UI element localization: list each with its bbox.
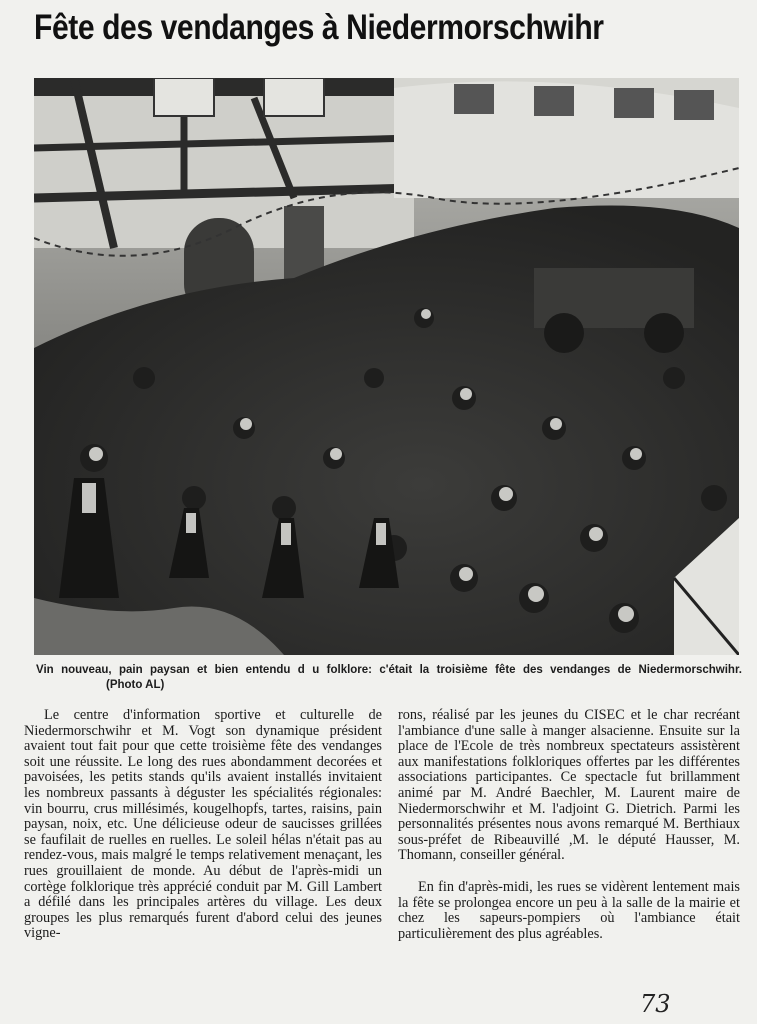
- headline: Fête des vendanges à Niedermorschwihr: [34, 8, 604, 47]
- page-number: 73: [640, 990, 671, 1018]
- paragraph-2: rons, réalisé par les jeunes du CISEC et le char recréant l'ambiance d'une salle à manger alsacienne. Ensuite sur la place de l'Ecole de très nombreux spectateurs assistèrent aux manifestations folkloriques offertes par les différentes associations participantes. Ce spectacle fut brillamment animé par M. André Baechler, M. Laurent maire de Niedermorschwihr et M. l'adjoint G. Dietrich. Parmi les personnalités présentes nous avons remarqué M. Berthiaux sous-préfet de Ribeauvillé ,M. le député Hausser, M. Thomann, conseiller général.: [398, 707, 740, 864]
- paragraph-1: Le centre d'information sportive et culturelle de Niedermorschwihr et M. Vogt son dynamique président avaient tout fait pour que cette troisième fête des vendanges soit une réussite. Le long des rues abondamment decorées et pavoisées, les petits stands qu'ils avaient installés invitaient les nombreux passants à déguster les spécialités régionales: vin bourru, crus millésimés, kougelhopfs, tartes, raisins, pain paysan, noix, etc. Une délicieuse odeur de saucisses grillées se faufilait de ruelles en ruelles. Le soleil hélas n'était pas au rendez-vous, mais malgré le temps relativement menaçant, les rues grouillaient de monde. Au début de l'après-midi un cortège folklorique très apprécié conduit par M. Gill Lambert a défilé dans les principales artères du village. Les deux groupes les plus remarqués furent d'abord celui des jeunes vigne-: [24, 707, 382, 942]
- photo-credit: (Photo AL): [106, 679, 165, 691]
- article-column-left: [24, 708, 382, 942]
- photo-caption: [36, 663, 742, 693]
- article-column-right: [398, 708, 740, 942]
- paragraph-3: En fin d'après-midi, les rues se vidèrent lentement mais la fête se prolongea encore un peu à la salle de la mairie et chez les sapeurs-pompiers où l'ambiance était particulièrement des plus agréables.: [398, 878, 740, 942]
- festival-photo: [34, 78, 739, 655]
- caption-text: Vin nouveau, pain paysan et bien entendu d u folklore: c'était la troisième fête des vendanges de Niedermorschwihr.: [36, 664, 742, 676]
